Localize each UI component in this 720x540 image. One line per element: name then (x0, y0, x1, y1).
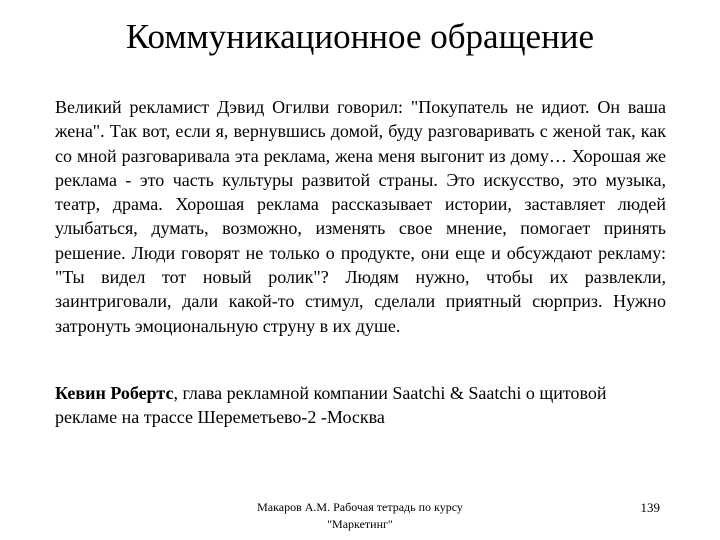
attribution-description: , глава рекламной компании Saatchi & Saatchi о щитовой рекламе на трассе Шереметьево-2 -Москва (55, 383, 607, 428)
page-number: 139 (640, 500, 660, 515)
quote-text: Великий рекламист Дэвид Огилви говорил: "Покупатель не идиот. Он ваша жена". Так вот, если я, вернувшись домой, буду разговаривать с женой так, как со мной разговаривала эта реклама, жена меня выгонит из дому… Хорошая же реклама - это часть культуры развитой страны. Это искусство, это музыка, театр, драма. Хорошая реклама рассказывает истории, заставляет людей улыбаться, думать, возможно, изменять свое мнение, помогает принять решение. Люди говорят не только о продукте, они еще и обсуждают рекламу: "Ты видел тот новый ролик"? Людям нужно, чтобы их развлекли, заинтриговали, дали какой-то стимул, сделали приятный сюрприз. Нужно затронуть эмоциональную струну в их душе. (55, 97, 666, 336)
attribution-author: Кевин Робертс (55, 383, 174, 403)
slide-title: Коммуникационное обращение (125, 17, 595, 56)
attribution (55, 381, 666, 430)
footer-text: Макаров А.М. Рабочая тетрадь по курсу "Маркетинг" (257, 500, 463, 531)
